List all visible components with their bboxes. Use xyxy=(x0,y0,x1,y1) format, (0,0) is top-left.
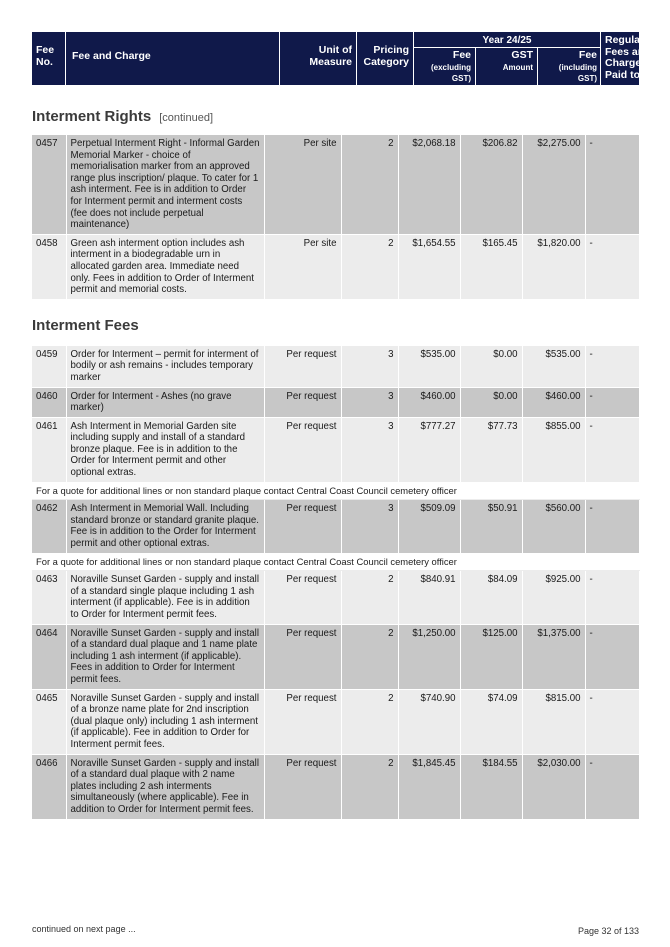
regulatory-paid-to: - xyxy=(585,754,639,819)
gst-amount: $184.55 xyxy=(460,754,522,819)
gst-amount: $0.00 xyxy=(460,387,522,417)
gst-amount: $50.91 xyxy=(460,500,522,553)
fee-sections xyxy=(32,85,639,820)
table-header xyxy=(32,32,660,85)
unit-of-measure: Per request xyxy=(264,346,341,387)
regulatory-paid-to: - xyxy=(585,624,639,689)
continued-note: continued on next page ... xyxy=(32,924,136,934)
regulatory-paid-to: - xyxy=(585,417,639,482)
unit-of-measure: Per request xyxy=(264,754,341,819)
header-fee-excl: Fee (excluding GST) xyxy=(414,47,476,85)
table-row xyxy=(32,417,639,482)
fee-incl-gst: $460.00 xyxy=(522,387,585,417)
fee-description: Noraville Sunset Garden - supply and install of a standard dual plaque and 1 name plate including 1 ash interment (if applicable). Fees in addition to Order for Interment permit fees. xyxy=(66,624,264,689)
table-row xyxy=(32,689,639,754)
section-title xyxy=(32,107,639,127)
gst-amount: $0.00 xyxy=(460,346,522,387)
unit-of-measure: Per request xyxy=(264,500,341,553)
fee-number: 0462 xyxy=(32,500,66,553)
unit-of-measure: Per site xyxy=(264,135,341,234)
gst-amount: $165.45 xyxy=(460,234,522,299)
section-title xyxy=(32,316,639,336)
table-row xyxy=(32,387,639,417)
fee-excl-gst: $2,068.18 xyxy=(398,135,460,234)
pricing-category: 2 xyxy=(341,754,398,819)
fee-number: 0466 xyxy=(32,754,66,819)
header-fee-incl: Fee (including GST) xyxy=(538,47,601,85)
fee-number: 0464 xyxy=(32,624,66,689)
fee-description: Ash Interment in Memorial Wall. Including standard bronze or standard granite plaque. Fee is in addition to the Order for Interment permit and other optional extras. xyxy=(66,500,264,553)
pricing-category: 3 xyxy=(341,417,398,482)
fee-description: Order for Interment - Ashes (no grave marker) xyxy=(66,387,264,417)
pricing-category: 3 xyxy=(341,500,398,553)
regulatory-paid-to: - xyxy=(585,387,639,417)
fee-number: 0465 xyxy=(32,689,66,754)
section-title-text: Interment Rights xyxy=(32,108,152,125)
fee-description: Noraville Sunset Garden - supply and install of a bronze name plate for 2nd inscription (dual plaque only) including 1 ash interment (if applicable). Fee in addition to Order for Interment permit fees. xyxy=(66,689,264,754)
fee-excl-gst: $1,845.45 xyxy=(398,754,460,819)
page-number: Page 32 of 133 xyxy=(577,926,639,936)
table-row xyxy=(32,234,639,299)
fee-excl-gst: $777.27 xyxy=(398,417,460,482)
fee-table xyxy=(32,135,640,300)
fee-incl-gst: $815.00 xyxy=(522,689,585,754)
header-pricing-category: Pricing Category xyxy=(357,32,414,85)
fee-description: Order for Interment – permit for interment of bodily or ash remains - includes temporary marker xyxy=(66,346,264,387)
section-continued: [continued] xyxy=(159,112,214,124)
regulatory-paid-to: - xyxy=(585,346,639,387)
regulatory-paid-to: - xyxy=(585,689,639,754)
gst-amount: $125.00 xyxy=(460,624,522,689)
fee-description: Ash Interment in Memorial Garden site including supply and install of a standard bronze plaque. Fee is in addition to the Order for Interment permit and other optional extras. xyxy=(66,417,264,482)
table-row xyxy=(32,754,639,819)
unit-of-measure: Per site xyxy=(264,234,341,299)
table-note-row xyxy=(32,553,639,571)
table-row xyxy=(32,624,639,689)
fee-excl-gst: $740.90 xyxy=(398,689,460,754)
pricing-category: 3 xyxy=(341,387,398,417)
unit-of-measure: Per request xyxy=(264,689,341,754)
table-row xyxy=(32,135,639,234)
gst-amount: $206.82 xyxy=(460,135,522,234)
fee-excl-gst: $840.91 xyxy=(398,571,460,624)
table-row xyxy=(32,346,639,387)
fee-number: 0460 xyxy=(32,387,66,417)
regulatory-paid-to: - xyxy=(585,234,639,299)
pricing-category: 2 xyxy=(341,135,398,234)
header-gst-amount: GST Amount xyxy=(476,47,538,85)
regulatory-paid-to: - xyxy=(585,135,639,234)
fee-number: 0463 xyxy=(32,571,66,624)
fee-table xyxy=(32,346,640,820)
fee-number: 0461 xyxy=(32,417,66,482)
header-unit-of-measure: Unit of Measure xyxy=(280,32,357,85)
section-title-text: Interment Fees xyxy=(32,316,139,334)
unit-of-measure: Per request xyxy=(264,417,341,482)
note-text: For a quote for additional lines or non standard plaque contact Central Coast Council cemetery officer xyxy=(32,482,639,500)
fee-incl-gst: $1,820.00 xyxy=(522,234,585,299)
header-regulatory: Regulatory Fees and Charges Paid to xyxy=(605,34,660,81)
fee-incl-gst: $925.00 xyxy=(522,571,585,624)
unit-of-measure: Per request xyxy=(264,571,341,624)
fee-excl-gst: $509.09 xyxy=(398,500,460,553)
fee-incl-gst: $2,030.00 xyxy=(522,754,585,819)
note-text: For a quote for additional lines or non standard plaque contact Central Coast Council cemetery officer xyxy=(32,553,639,571)
header-fee-and-charge: Fee and Charge xyxy=(66,32,280,85)
fee-excl-gst: $460.00 xyxy=(398,387,460,417)
table-note-row xyxy=(32,482,639,500)
fee-number: 0457 xyxy=(32,135,66,234)
gst-amount: $74.09 xyxy=(460,689,522,754)
fee-description: Green ash interment option includes ash interment in a biodegradable urn in allocated garden area. Immediate need only. Fees in addition to Order of Interment permit and memorial costs. xyxy=(66,234,264,299)
fee-excl-gst: $1,654.55 xyxy=(398,234,460,299)
header-year: Year 24/25 xyxy=(482,35,532,46)
fee-incl-gst: $1,375.00 xyxy=(522,624,585,689)
table-row xyxy=(32,500,639,553)
pricing-category: 2 xyxy=(341,234,398,299)
fee-number: 0459 xyxy=(32,346,66,387)
pricing-category: 2 xyxy=(341,624,398,689)
fee-incl-gst: $855.00 xyxy=(522,417,585,482)
table-row xyxy=(32,571,639,624)
fee-incl-gst: $2,275.00 xyxy=(522,135,585,234)
fee-description: Noraville Sunset Garden - supply and install of a standard dual plaque with 2 name plates including 2 ash interments simultaneously (where applicable). Fee in addition to Order for Interment permit fees. xyxy=(66,754,264,819)
gst-amount: $77.73 xyxy=(460,417,522,482)
fee-incl-gst: $560.00 xyxy=(522,500,585,553)
unit-of-measure: Per request xyxy=(264,624,341,689)
pricing-category: 3 xyxy=(341,346,398,387)
regulatory-paid-to: - xyxy=(585,571,639,624)
header-year-group xyxy=(414,32,601,85)
fee-incl-gst: $535.00 xyxy=(522,346,585,387)
header-fee-no: Fee No. xyxy=(32,32,66,85)
fee-description: Noraville Sunset Garden - supply and install of a standard single plaque including 1 ash interment (if applicable). Fee is in addition to Order for Interment permit fees. xyxy=(66,571,264,624)
pricing-category: 2 xyxy=(341,689,398,754)
fee-excl-gst: $1,250.00 xyxy=(398,624,460,689)
gst-amount: $84.09 xyxy=(460,571,522,624)
fee-schedule-page xyxy=(32,32,660,820)
fee-description: Perpetual Interment Right - Informal Garden Memorial Marker - choice of memorialisation marker from an approved range plus inscription/ plaque. To cater for 1 ash interment. Fee is in addition to Order for Interment permit and interment costs (fee does not include perpetual maintenance) xyxy=(66,135,264,234)
regulatory-paid-to: - xyxy=(585,500,639,553)
pricing-category: 2 xyxy=(341,571,398,624)
fee-excl-gst: $535.00 xyxy=(398,346,460,387)
unit-of-measure: Per request xyxy=(264,387,341,417)
fee-number: 0458 xyxy=(32,234,66,299)
